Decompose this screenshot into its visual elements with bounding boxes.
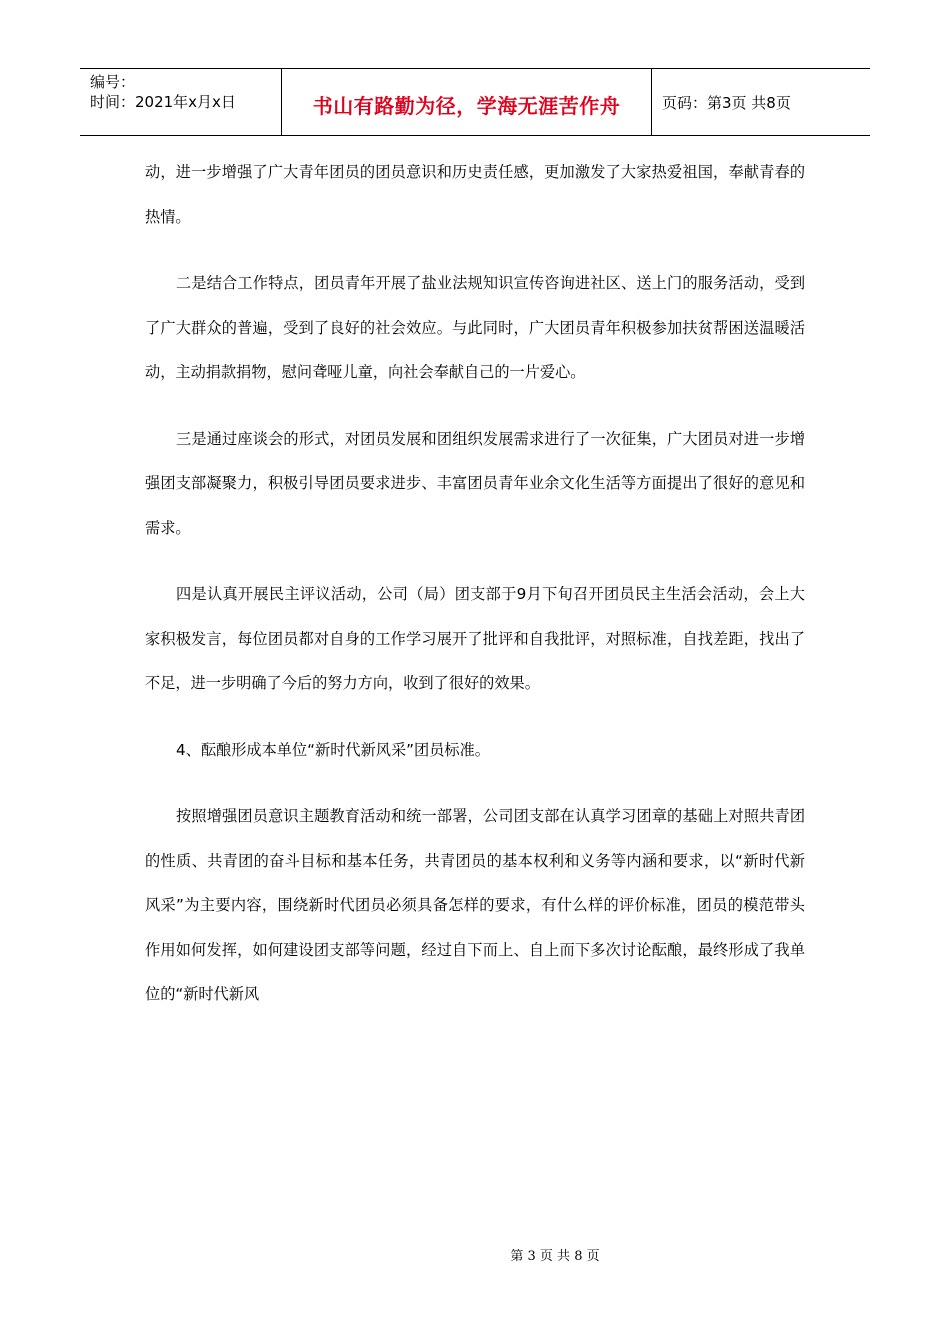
paragraph-continuation: 动，进一步增强了广大青年团员的团员意识和历史责任感，更加激发了大家热爱祖国，奉献青春的热情。 <box>145 163 805 226</box>
header-motto-cell <box>282 69 652 135</box>
document-number-label: 编号： <box>90 73 136 91</box>
paragraph-standards: 按照增强团员意识主题教育活动和统一部署，公司团支部在认真学习团章的基础上对照共青团的性质、共青团的奋斗目标和基本任务，共青团员的基本权利和义务等内涵和要求，以“新时代新风采”为主要内容，围绕新时代团员必须具备怎样的要求，有什么样的评价标准，团员的模范带头作用如何发挥，如何建设团支部等问题，经过自下而上、自上而下多次讨论酝酿，最终形成了我单位的“新时代新风 <box>145 807 805 1003</box>
page-header <box>80 68 870 136</box>
document-body <box>145 150 805 1039</box>
paragraph-item-four: 四是认真开展民主评议活动，公司（局）团支部于9月下旬召开团员民主生活会活动，会上大家积极发言，每位团员都对自身的工作学习展开了批评和自我批评，对照标准，自找差距，找出了不足，进一步明确了今后的努力方向，收到了很好的效果。 <box>145 585 805 692</box>
header-page-info: 页码：第3页 共8页 <box>662 93 791 112</box>
paragraph-item-three: 三是通过座谈会的形式，对团员发展和团组织发展需求进行了一次征集，广大团员对进一步增强团支部凝聚力，积极引导团员要求进步、丰富团员青年业余文化生活等方面提出了很好的意见和需求。 <box>145 429 805 537</box>
paragraph-item-two: 二是结合工作特点，团员青年开展了盐业法规知识宣传咨询进社区、送上门的服务活动，受到了广大群众的普遍，受到了良好的社会效应。与此同时，广大团员青年积极参加扶贫帮困送温暖活动，主动捐款捐物，慰问聋哑儿童，向社会奉献自己的一片爱心。 <box>145 274 805 381</box>
document-date: 时间：2021年x月x日 <box>90 93 236 111</box>
header-page-cell <box>652 69 870 135</box>
page-footer: 第 3 页 共 8 页 <box>510 1249 600 1264</box>
header-motto: 书山有路勤为径，学海无涯苦作舟 <box>312 93 621 118</box>
header-meta-cell <box>80 69 282 135</box>
section-heading: 4、酝酿形成本单位“新时代新风采”团员标准。 <box>176 740 490 759</box>
